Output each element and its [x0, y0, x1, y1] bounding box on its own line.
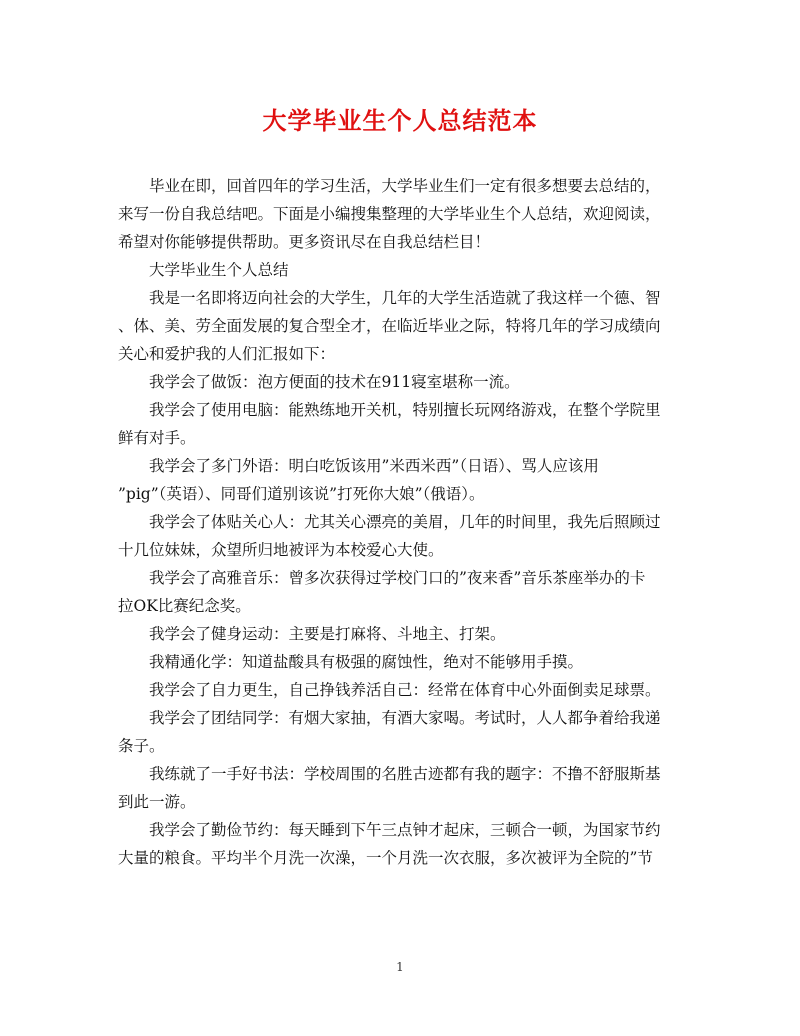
paragraph	[118, 760, 680, 816]
text-line: 我学会了做饭：泡方便面的技术在911寝室堪称一流。	[149, 373, 520, 391]
paragraph	[118, 648, 680, 676]
text-line: 、体、美、劳全面发展的复合型全才，在临近毕业之际，特将几年的学习成绩向	[118, 317, 661, 335]
paragraph	[118, 284, 680, 368]
paragraph	[118, 704, 680, 760]
text-line: 大学毕业生个人总结	[149, 261, 289, 279]
text-line: 条子。	[118, 737, 165, 755]
text-line: 拉OK比赛纪念奖。	[118, 597, 251, 615]
text-line: 我学会了使用电脑：能熟练地开关机，特别擅长玩网络游戏，在整个学院里	[149, 401, 661, 419]
paragraph	[118, 396, 680, 452]
text-line: 我学会了健身运动：主要是打麻将、斗地主、打架。	[149, 625, 506, 643]
text-line: 希望对你能够提供帮助。更多资讯尽在自我总结栏目！	[118, 233, 491, 251]
paragraph	[118, 452, 680, 508]
text-line: 我学会了勤俭节约：每天睡到下午三点钟才起床，三顿合一顿，为国家节约	[149, 821, 661, 839]
paragraph	[118, 620, 680, 648]
paragraph-heading	[118, 256, 680, 284]
document-body	[118, 172, 680, 872]
text-line: 鲜有对手。	[118, 429, 196, 447]
text-line: 十几位妹妹，众望所归地被评为本校爱心大使。	[118, 541, 444, 559]
text-line: 我学会了自力更生，自己挣钱养活自己：经常在体育中心外面倒卖足球票。	[149, 681, 661, 699]
paragraph	[118, 676, 680, 704]
paragraph	[118, 816, 680, 872]
text-line: 来写一份自我总结吧。下面是小编搜集整理的大学毕业生个人总结，欢迎阅读，	[118, 205, 661, 223]
document-title: 大学毕业生个人总结范本	[262, 106, 538, 135]
text-line: 我是一名即将迈向社会的大学生，几年的大学生活造就了我这样一个德、智	[149, 289, 661, 307]
paragraph	[118, 368, 680, 396]
text-line: 到此一游。	[118, 793, 196, 811]
paragraph-intro	[118, 172, 680, 256]
text-line: 我练就了一手好书法：学校周围的名胜古迹都有我的题字：不撸不舒服斯基	[149, 765, 661, 783]
page-number: 1	[396, 960, 404, 974]
text-line: 关心和爱护我的人们汇报如下：	[118, 345, 336, 363]
text-line: ”pig”（英语）、同哥们道别该说”打死你大娘”（俄语）。	[118, 485, 485, 503]
text-line: 我精通化学：知道盐酸具有极强的腐蚀性，绝对不能够用手摸。	[149, 653, 584, 671]
text-line: 我学会了团结同学：有烟大家抽，有酒大家喝。考试时，人人都争着给我递	[149, 709, 661, 727]
text-line: 我学会了体贴关心人：尤其关心漂亮的美眉，几年的时间里，我先后照顾过	[149, 513, 661, 531]
paragraph	[118, 564, 680, 620]
text-line: 毕业在即，回首四年的学习生活，大学毕业生们一定有很多想要去总结的，	[149, 177, 661, 195]
text-line: 我学会了高雅音乐：曾多次获得过学校门口的”夜来香”音乐茶座举办的卡	[149, 569, 646, 587]
paragraph	[118, 508, 680, 564]
text-line: 大量的粮食。平均半个月洗一次澡，一个月洗一次衣服，多次被评为全院的”节	[118, 849, 653, 867]
text-line: 我学会了多门外语：明白吃饭该用”米西米西”（日语）、骂人应该用	[149, 457, 599, 475]
